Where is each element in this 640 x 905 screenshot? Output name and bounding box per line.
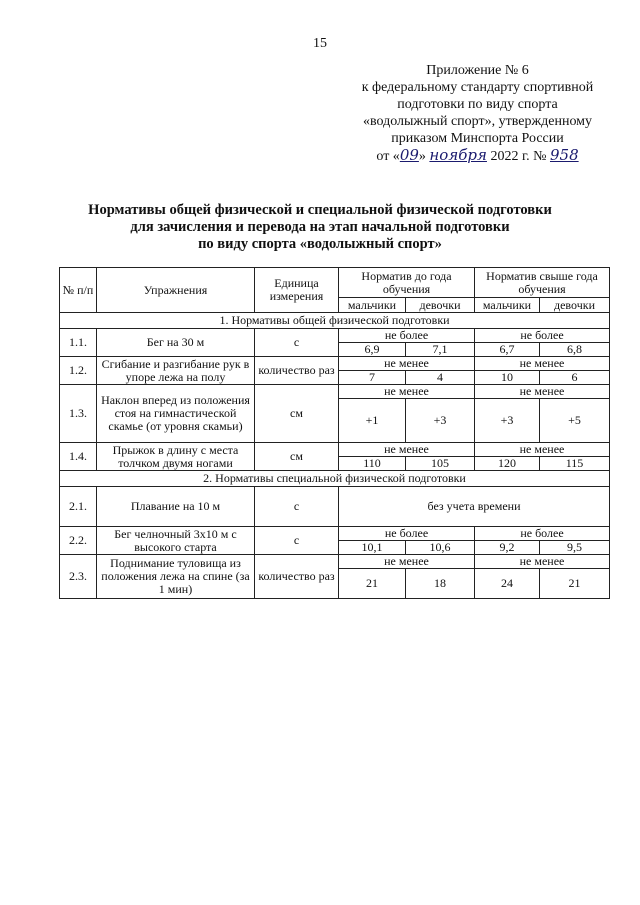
- limit-label: не менее: [475, 357, 610, 371]
- section-title: 2. Нормативы специальной физической подготовки: [60, 471, 610, 487]
- value-cell: 110: [339, 457, 406, 471]
- appendix-line-5: приказом Минспорта России: [391, 131, 564, 146]
- row-exercise: Плавание на 10 м: [97, 487, 255, 527]
- header-girls: девочки: [540, 298, 610, 313]
- date-prefix: от «: [376, 149, 400, 164]
- row-num: 1.3.: [60, 385, 97, 443]
- value-cell: 115: [540, 457, 610, 471]
- limit-label: не менее: [475, 555, 610, 569]
- appendix-date-line: [345, 147, 610, 165]
- row-exercise: Наклон вперед из положения стоя на гимнастической скамье (от уровня скамьи): [97, 385, 255, 443]
- value-cell: 18: [406, 569, 475, 599]
- date-year: 2022 г. №: [490, 149, 547, 164]
- value-cell: 21: [339, 569, 406, 599]
- value-cell: 120: [475, 457, 540, 471]
- appendix-line-3: подготовки по виду спорта: [397, 97, 558, 112]
- row-num: 1.4.: [60, 443, 97, 471]
- norms-table: [59, 267, 610, 599]
- date-day: 09: [399, 146, 419, 164]
- row-unit: с: [255, 329, 339, 357]
- value-cell: +5: [540, 399, 610, 443]
- row-exercise: Поднимание туловища из положения лежа на спине (за 1 мин): [97, 555, 255, 599]
- row-unit: с: [255, 527, 339, 555]
- value-cell: 4: [406, 371, 475, 385]
- date-mid: »: [418, 149, 426, 164]
- limit-label: не более: [339, 527, 475, 541]
- row-exercise: Бег челночный 3х10 м с высокого старта: [97, 527, 255, 555]
- header-norm-upto-year: Норматив до года обучения: [339, 268, 475, 298]
- row-exercise: Сгибание и разгибание рук в упоре лежа на полу: [97, 357, 255, 385]
- limit-label: не менее: [339, 385, 475, 399]
- limit-label: не более: [475, 329, 610, 343]
- document-title: [80, 202, 560, 253]
- value-cell: 9,2: [475, 541, 540, 555]
- row-unit: с: [255, 487, 339, 527]
- value-cell: +3: [475, 399, 540, 443]
- limit-label: не менее: [475, 443, 610, 457]
- row-num: 1.1.: [60, 329, 97, 357]
- value-cell: 7: [339, 371, 406, 385]
- header-num: № п/п: [60, 268, 97, 313]
- row-unit: количество раз: [255, 357, 339, 385]
- value-cell: +3: [406, 399, 475, 443]
- value-cell: 6: [540, 371, 610, 385]
- value-cell: 6,8: [540, 343, 610, 357]
- limit-label: не менее: [475, 385, 610, 399]
- header-girls: девочки: [406, 298, 475, 313]
- value-cell: 6,7: [475, 343, 540, 357]
- limit-label: не более: [339, 329, 475, 343]
- header-norm-over-year: Норматив свыше года обучения: [475, 268, 610, 298]
- row-exercise: Прыжок в длину с места толчком двумя ногами: [97, 443, 255, 471]
- header-boys: мальчики: [475, 298, 540, 313]
- value-cell: 10,1: [339, 541, 406, 555]
- value-cell: 21: [540, 569, 610, 599]
- row-num: 2.3.: [60, 555, 97, 599]
- section-title: 1. Нормативы общей физической подготовки: [60, 313, 610, 329]
- limit-label: не менее: [339, 443, 475, 457]
- value-cell: +1: [339, 399, 406, 443]
- appendix-line-2: к федеральному стандарту спортивной: [361, 80, 594, 95]
- row-unit: см: [255, 443, 339, 471]
- value-cell: 7,1: [406, 343, 475, 357]
- date-month: ноября: [429, 146, 487, 164]
- row-num: 2.2.: [60, 527, 97, 555]
- value-cell: 6,9: [339, 343, 406, 357]
- appendix-line-1: Приложение № 6: [426, 63, 529, 78]
- merged-value-cell: без учета времени: [339, 487, 610, 527]
- title-line-1: Нормативы общей физической и специальной физической подготовки: [88, 202, 552, 218]
- page-number: 15: [313, 36, 327, 51]
- limit-label: не менее: [339, 357, 475, 371]
- row-num: 1.2.: [60, 357, 97, 385]
- value-cell: 105: [406, 457, 475, 471]
- appendix-line-4: «водолыжный спорт», утвержденному: [362, 114, 593, 129]
- row-unit: см: [255, 385, 339, 443]
- value-cell: 9,5: [540, 541, 610, 555]
- value-cell: 10,6: [406, 541, 475, 555]
- title-line-3: по виду спорта «водолыжный спорт»: [198, 236, 442, 252]
- row-unit: количество раз: [255, 555, 339, 599]
- order-number: 958: [549, 146, 579, 164]
- title-line-2: для зачисления и перевода на этап начальной подготовки: [130, 219, 510, 235]
- header-exercise: Упражнения: [97, 268, 255, 313]
- limit-label: не менее: [339, 555, 475, 569]
- limit-label: не более: [475, 527, 610, 541]
- value-cell: 10: [475, 371, 540, 385]
- value-cell: 24: [475, 569, 540, 599]
- header-boys: мальчики: [339, 298, 406, 313]
- appendix-block: [345, 62, 610, 165]
- row-exercise: Бег на 30 м: [97, 329, 255, 357]
- row-num: 2.1.: [60, 487, 97, 527]
- header-unit: Единица измерения: [255, 268, 339, 313]
